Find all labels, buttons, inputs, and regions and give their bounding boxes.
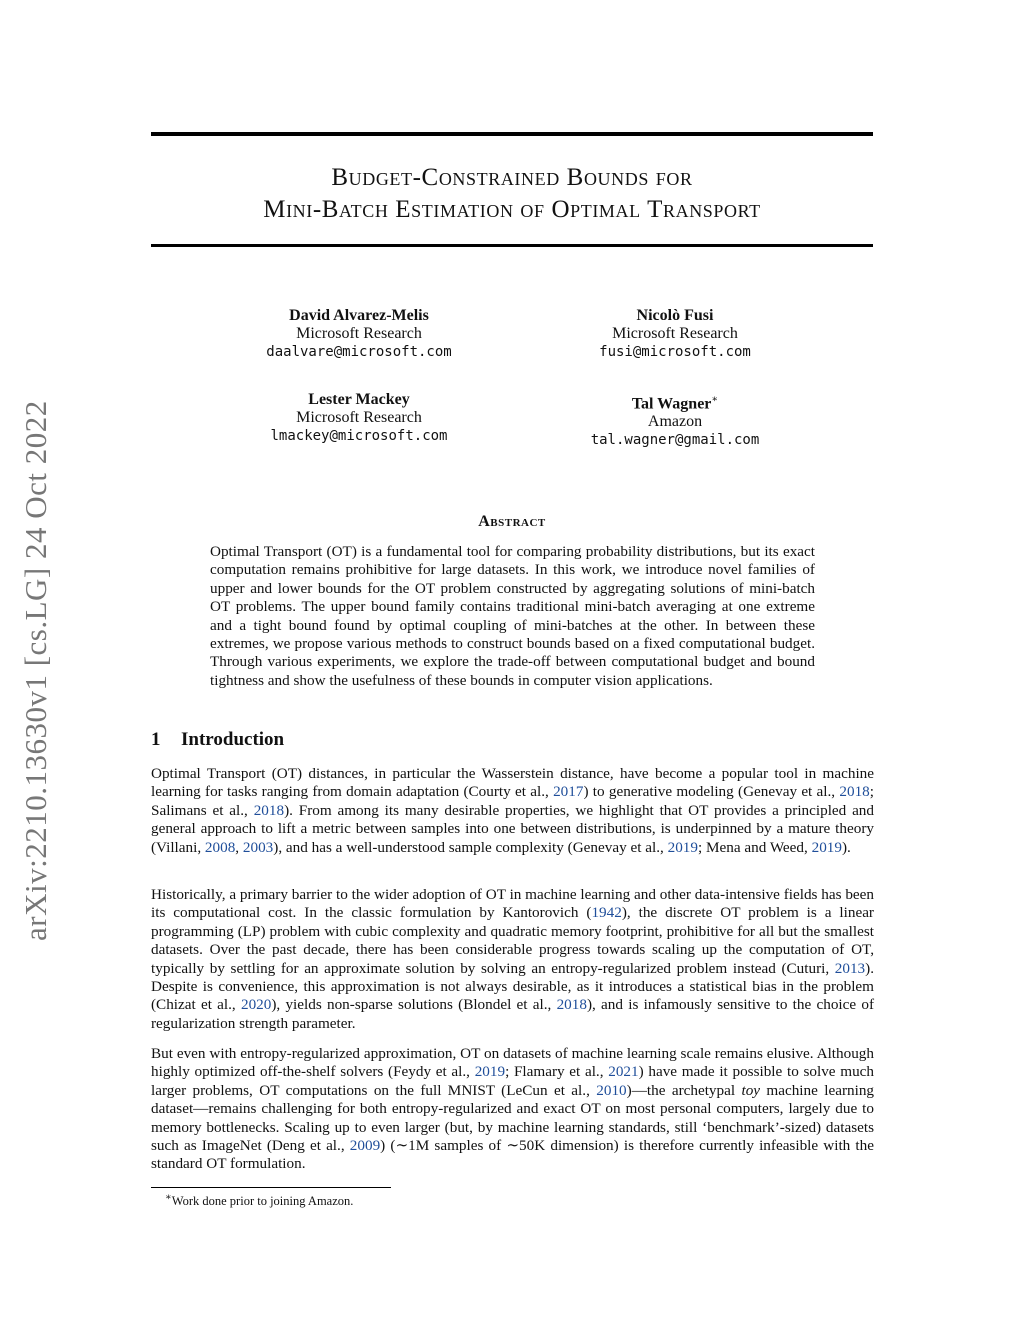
text-run: ) have made it possible to solve much larger problems, OT computations on the full MNIST (LeCun et al., [151,1063,874,1099]
footnote-rule [151,1187,391,1188]
author-name: David Alvarez-Melis [289,307,429,324]
citation-link[interactable]: 2018 [253,801,285,819]
citation-link[interactable]: 2008 [204,838,236,856]
author-name: Nicolò Fusi [636,307,714,324]
title-top-rule [151,132,873,136]
citation-link[interactable]: 2019 [811,838,842,856]
citation-link[interactable]: 2009 [349,1137,381,1155]
text-run: ; Flamary et al., [505,1063,609,1081]
text-run: ; Salimans et al., [151,783,874,819]
text-run: ). [841,838,851,856]
author-affiliation: Amazon [647,413,703,431]
author-block [209,391,509,445]
citation-link[interactable]: 2013 [834,959,866,977]
citation-link[interactable]: 2019 [474,1063,506,1081]
author-block [525,307,825,361]
paper-title [151,162,873,226]
text-run: ) to generative modeling (Genevay et al., [583,783,840,801]
text-run: ), yields non-sparse solutions (Blondel et al., [271,996,557,1014]
text-run: ), and has a well-understood sample complexity (Genevay et al., [273,838,668,856]
citation-link[interactable]: 1942 [591,904,622,922]
text-run: ) (∼1M samples of ∼50K dimension) is therefore currently infeasible with the standard OT formulation. [151,1137,874,1173]
author-block [209,307,509,361]
abstract-heading: Abstract [478,513,546,530]
author-affiliation: Microsoft Research [612,325,738,342]
author-email[interactable]: fusi@microsoft.com [599,344,751,360]
text-run: , [235,838,243,856]
text-run: ; Mena and Weed, [697,838,812,856]
footnote-mark[interactable]: ∗ [711,394,719,405]
arxiv-stamp[interactable]: arXiv:2210.13630v1 [cs.LG] 24 Oct 2022 [18,400,53,941]
text-run: )—the archetypal [626,1081,742,1099]
text-run: machine learning dataset—remains challenging for both entropy-regularized and exact OT on most personal computers, largely due to memory bottlenecks. Scaling up to even larger (but, by machine learning standards, still ‘benchmark’-sized) datasets such as ImageNet (Deng et al., [151,1081,875,1155]
author-block [525,391,825,449]
author-email[interactable]: lmackey@microsoft.com [270,428,448,444]
citation-link[interactable]: 2018 [839,783,870,801]
intro-paragraph-1 [151,765,874,857]
section-title: Introduction [181,729,285,750]
citation-link[interactable]: 2020 [240,996,272,1014]
footnote [165,1192,353,1209]
intro-paragraph-3 [151,1045,874,1174]
citation-link[interactable]: 2021 [608,1063,639,1081]
author-name-line [525,391,825,413]
citation-link[interactable]: 2010 [596,1081,627,1099]
citation-link[interactable]: 2017 [553,783,584,801]
text-run: ), and is infamously sensitive to the choice of regularization strength parameter. [151,996,875,1032]
section-heading [151,729,284,751]
text-run: ), the discrete OT problem is a linear programming (LP) problem with cubic complexity and quadratic memory footprint, prohibitive for all but the smallest datasets. Over the past decade, there has been considerable progress towards scaling up the computation of OT, typically by settling for an approximate solution by solving an entropy-regularized problem instead (Cuturi, [151,904,874,977]
intro-paragraph-2 [151,886,874,1033]
citation-link[interactable]: 2018 [556,996,587,1014]
author-affiliation: Microsoft Research [296,409,422,426]
author-affiliation: Microsoft Research [296,325,422,342]
text-run: Historically, a primary barrier to the wider adoption of OT in machine learning and other data-intensive fields has been its computational cost. In the classic formulation by Kantorovich ( [151,886,874,922]
italic-term: toy [741,1081,761,1099]
citation-link[interactable]: 2019 [667,838,698,856]
footnote-marker: ∗ [165,1192,172,1203]
title-line-1: Budget-Constrained Bounds for [331,164,693,191]
author-email[interactable]: daalvare@microsoft.com [266,344,452,360]
author-name: Lester Mackey [308,391,410,408]
title-line-2: Mini-Batch Estimation of Optimal Transport [263,196,761,223]
text-run: ). Despite is convenience, this approximation is not always desirable, as it introduces a statistical bias in the problem (Chizat et al., [151,959,874,1014]
author-name: Tal Wagner [631,395,712,413]
abstract-text: Optimal Transport (OT) is a fundamental tool for comparing probability distributions, but its exact computation remains prohibitive for large datasets. In this work, we introduce novel families of upper and lower bounds for the OT problem constructed by aggregating solutions of mini-batch OT problems. The upper bound family contains traditional mini-batch averaging at one extreme and a tight bound found by optimal coupling of mini-batches at the other. In between these extremes, we propose various methods to construct bounds based on a fixed computational budget. Through various experiments, we explore the trade-off between computational budget and bound tightness and show the usefulness of these bounds in computer vision applications. [210,543,815,689]
text-run: ). From among its many desirable properties, we highlight that OT provides a principled and general approach to lift a metric between samples into one between distributions, is underpinned by a mature theory (Villani, [151,801,874,856]
footnote-text: Work done prior to joining Amazon. [171,1194,354,1209]
section-number: 1 [151,729,161,750]
citation-link[interactable]: 2003 [242,838,274,856]
text-run: Optimal Transport (OT) distances, in particular the Wasserstein distance, have become a popular tool in machine learning for tasks ranging from domain adaptation (Courty et al., [151,765,874,801]
text-run: But even with entropy-regularized approximation, OT on datasets of machine learning scale remains elusive. Although highly optimized off-the-shelf solvers (Feydy et al., [151,1045,874,1081]
title-bottom-rule [151,244,873,247]
author-email[interactable]: tal.wagner@gmail.com [590,432,760,449]
